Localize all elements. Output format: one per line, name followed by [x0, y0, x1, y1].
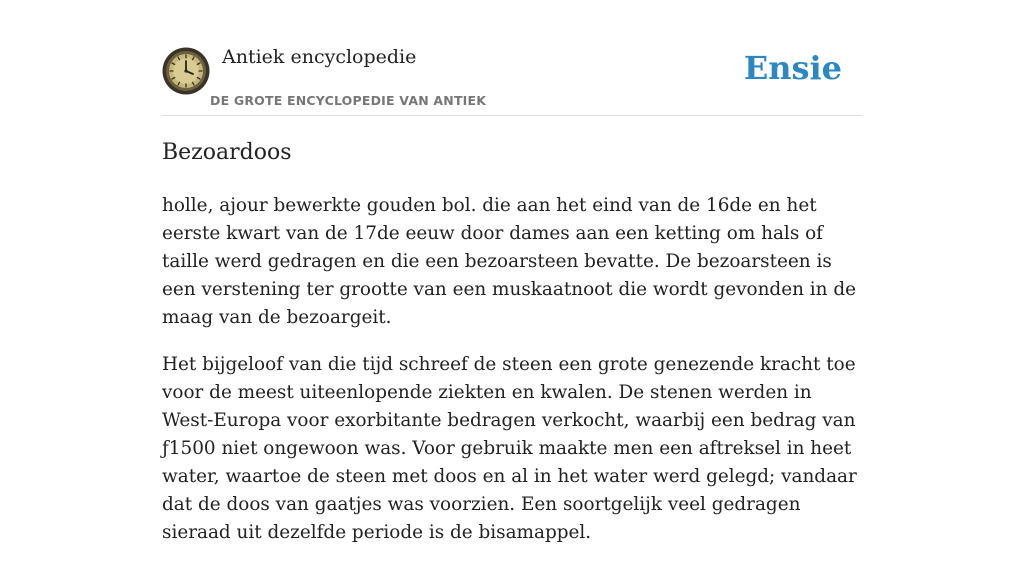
antique-clock-icon[interactable] [162, 47, 210, 95]
brand-logo-link[interactable]: Ensie [743, 49, 842, 87]
article-paragraph: Het bijgeloof van die tijd schreef de steen een grote genezende kracht toe voor de meest uiteenlopende ziekten en kwalen. De stenen werden in West-Europa voor exorbitante bedragen verkocht, waarbij een bedrag van ƒ1500 niet ongewoon was. Voor gebruik maakte men een aftreksel in heet water, waartoe de steen met doos en al in het water werd gelegd; vandaar dat de doos van gaatjes was voorzien. Een soortgelijk veel gedragen sieraad uit dezelfde periode is de bisamappel. [162, 354, 857, 543]
article-body [162, 192, 866, 566]
site-title[interactable]: Antiek encyclopedie [222, 46, 417, 68]
article-title: Bezoardoos [162, 140, 292, 165]
header-divider [162, 115, 862, 116]
article-paragraph: holle, ajour bewerkte gouden bol. die aan het eind van de 16de en het eerste kwart van de 17de eeuw door dames aan een ketting om hals of taille werd gedragen en die een bezoarsteen bevatte. De bezoarsteen is een verstening ter grootte van een muskaatnoot die wordt gevonden in de maag van de bezoargeit. [162, 195, 856, 328]
site-subtitle: DE GROTE ENCYCLOPEDIE VAN ANTIEK [210, 93, 487, 108]
site-header [162, 46, 862, 116]
